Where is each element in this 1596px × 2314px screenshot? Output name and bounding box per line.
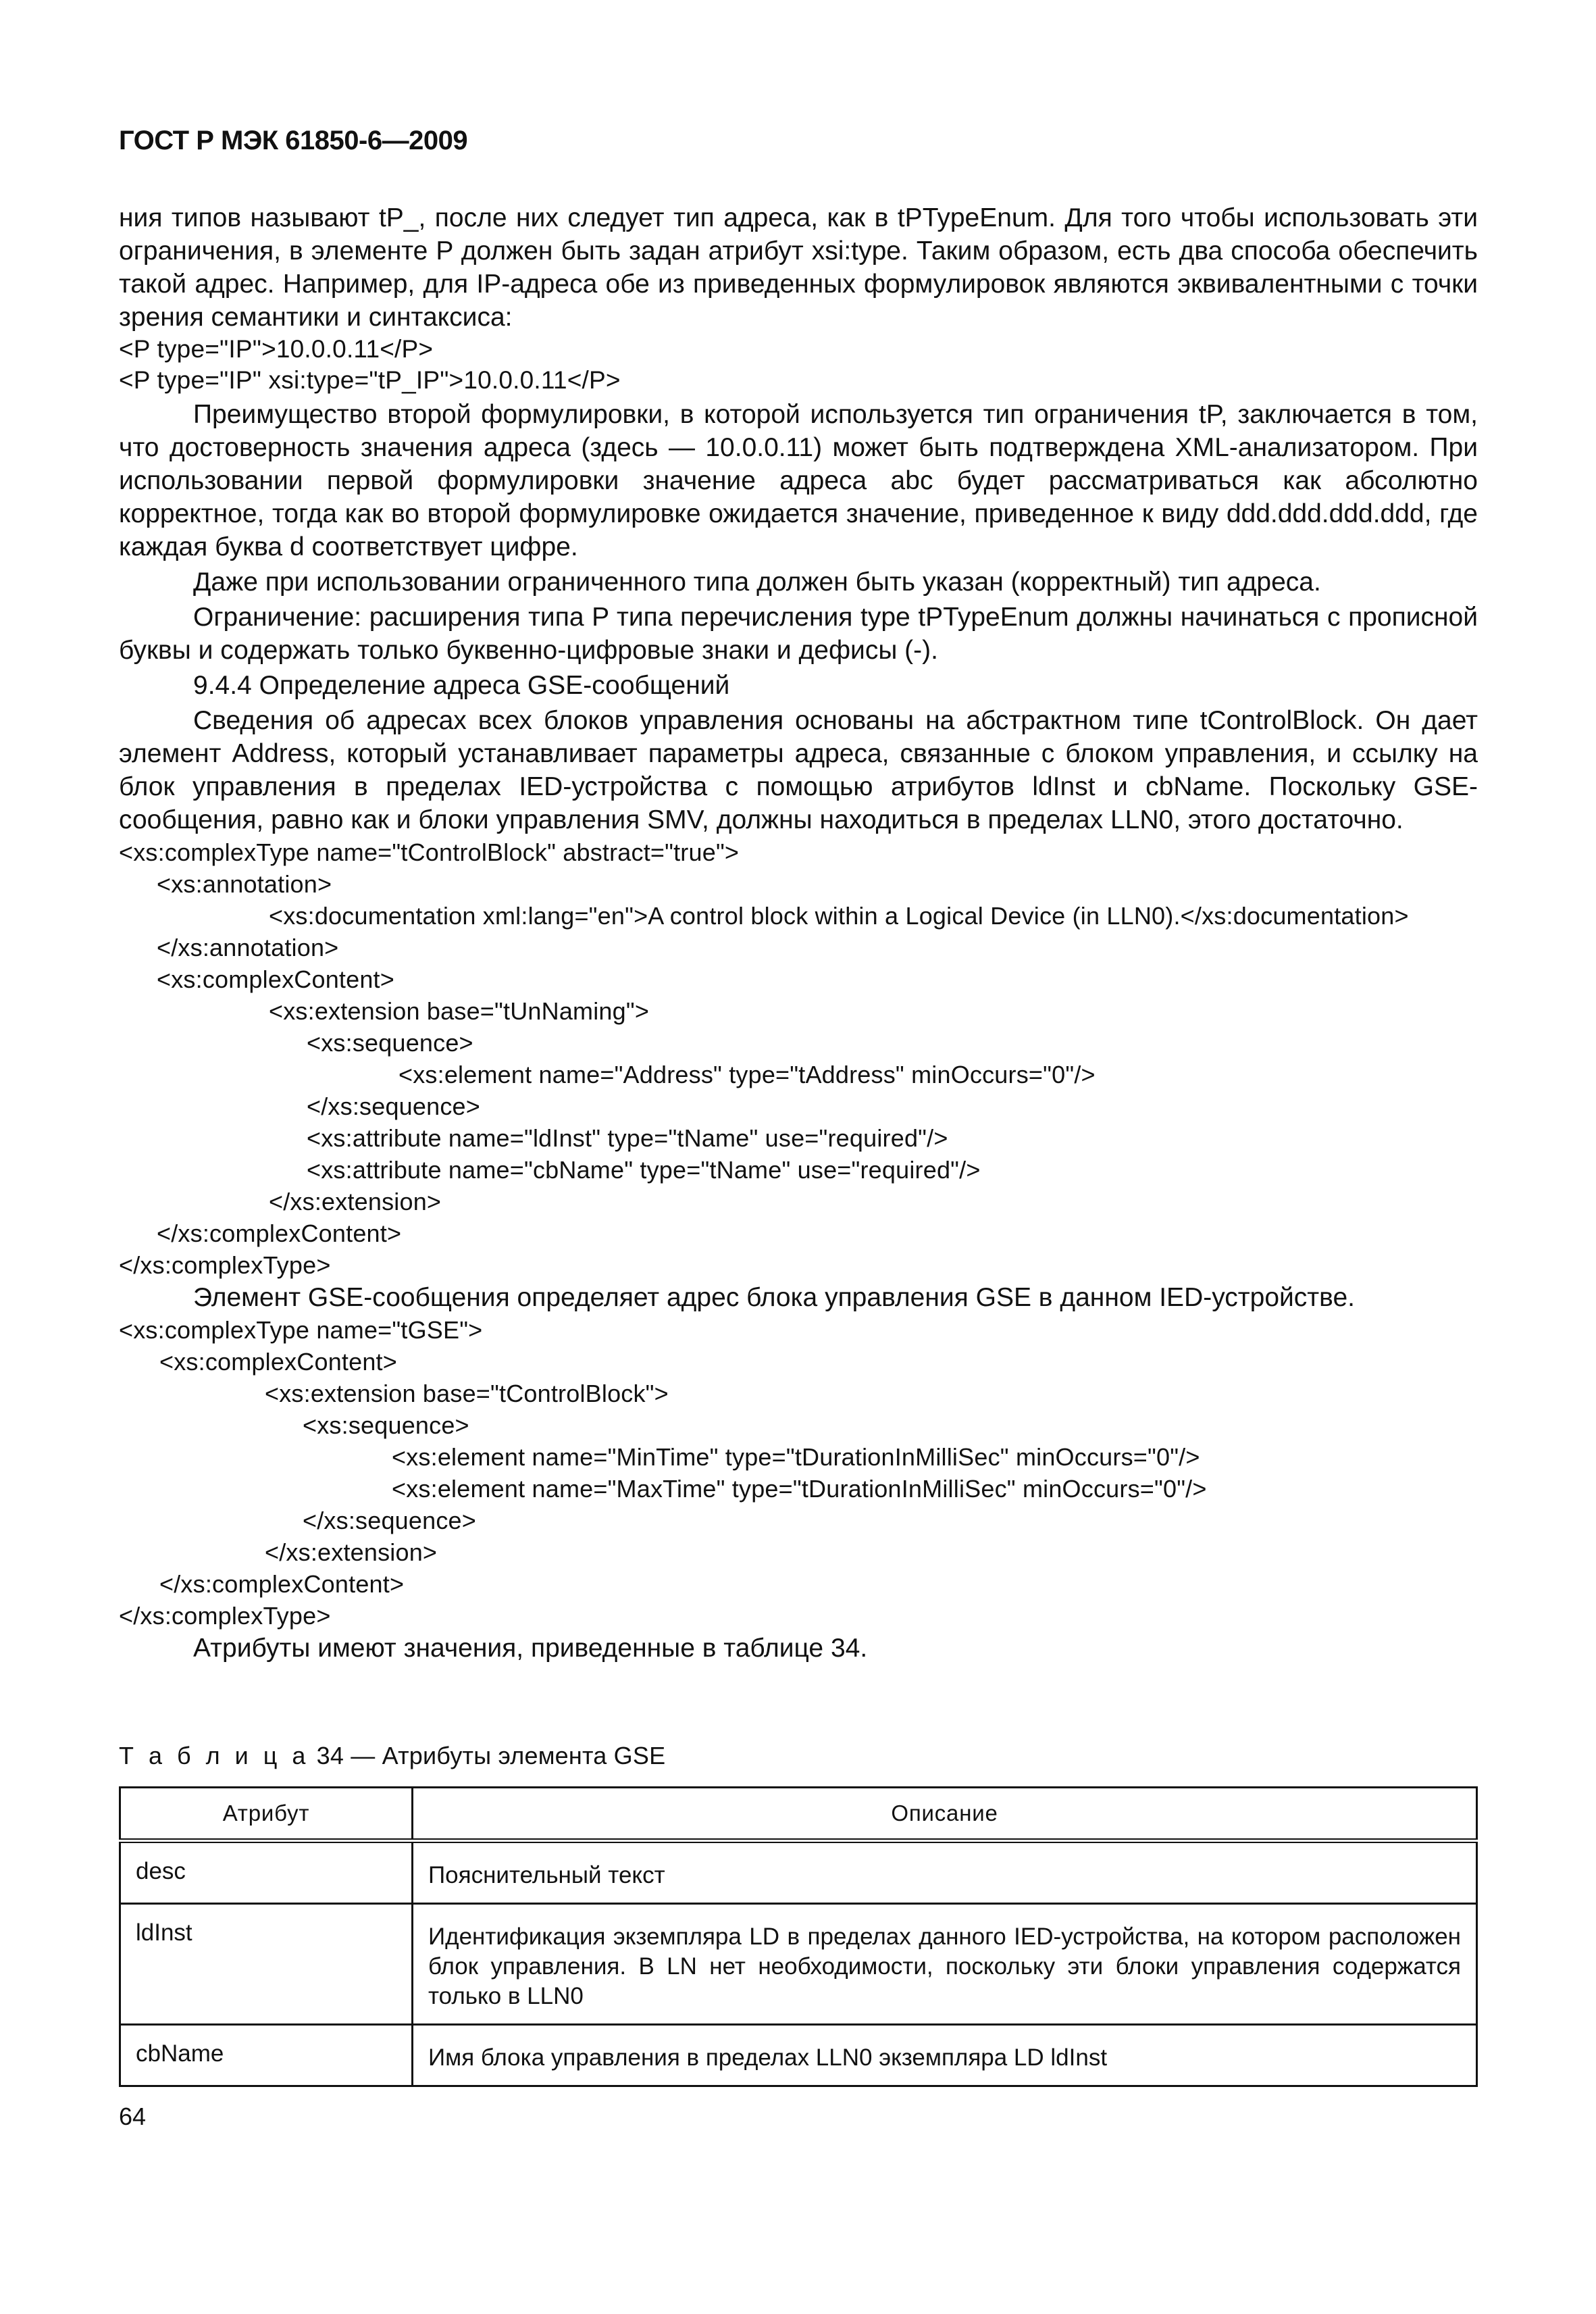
code-line: <xs:element name="MaxTime" type="tDurationInMilliSec" minOccurs="0"/> — [392, 1475, 1207, 1503]
attributes-table — [119, 1786, 1478, 2087]
paragraph-restriction: Ограничение: расширения типа P типа перечисления type tPTypeEnum должны начинаться с прописной буквы и содержать только буквенно-цифровые знаки и дефисы (-). — [119, 603, 1478, 665]
code-example-1: <P type="IP">10.0.0.11</P> — [119, 335, 434, 363]
table-cell-attribute: cbName — [120, 2025, 413, 2086]
code-line: <xs:element name="MinTime" type="tDurationInMilliSec" minOccurs="0"/> — [392, 1443, 1200, 1471]
table-header-attribute: Атрибут — [120, 1788, 413, 1841]
code-line: </xs:complexType> — [119, 1251, 331, 1279]
table-header-row — [120, 1788, 1477, 1841]
code-line: <xs:documentation xml:lang="en">A control block within a Logical Device (in LLN0).</xs:documentation> — [269, 902, 1409, 930]
code-line: </xs:annotation> — [157, 934, 339, 961]
code-line: <xs:sequence> — [303, 1411, 469, 1439]
code-line: </xs:extension> — [269, 1188, 442, 1215]
xml-schema-tcontrolblock — [119, 836, 1478, 1281]
table-cell-description: Пояснительный текст — [413, 1841, 1477, 1904]
code-line: </xs:sequence> — [307, 1092, 480, 1120]
code-line: <xs:complexType name="tGSE"> — [119, 1316, 483, 1344]
code-line: <xs:attribute name="ldInst" type="tName" use="required"/> — [307, 1124, 948, 1152]
table-caption-label: Т а б л и ц а — [119, 1742, 310, 1769]
code-line: <xs:complexContent> — [159, 1348, 397, 1376]
code-example-2: <P type="IP" xsi:type="tP_IP">10.0.0.11</P> — [119, 366, 621, 394]
paragraph-advantage: Преимущество второй формулировки, в которой используется тип ограничения tP, заключается в том, что достоверность значения адреса (здесь — 10.0.0.11) может быть подтверждена XML-анализатором. При использовании первой формулировки значение адреса abc будет рассматриваться как абсолютно корректное, тогда как во второй формулировке ожидается значение, приведенное к виду ddd.ddd.ddd.ddd, где каждая буква d соответствует цифре. — [119, 400, 1478, 561]
table-row — [120, 2025, 1477, 2086]
paragraph-intro: ния типов называют tP_, после них следует тип адреса, как в tPTypeEnum. Для того чтобы использовать эти ограничения, в элементе P должен быть задан атрибут xsi:type. Таким образом, есть два способа обеспечить такой адрес. Например, для IP-адреса обе из приведенных формулировок являются эквивалентными с точки зрения семантики и синтаксиса: — [119, 203, 1478, 332]
code-line: </xs:complexContent> — [159, 1570, 405, 1598]
xml-schema-tgse — [119, 1314, 1478, 1632]
code-line: </xs:sequence> — [303, 1507, 476, 1534]
table-cell-description: Имя блока управления в пределах LLN0 экземпляра LD ldInst — [413, 2025, 1477, 2086]
page-body — [119, 201, 1478, 1665]
code-line: <xs:element name="Address" type="tAddress" minOccurs="0"/> — [398, 1061, 1096, 1088]
code-line: <xs:extension base="tControlBlock"> — [265, 1380, 669, 1407]
section-heading-9-4-4: 9.4.4 Определение адреса GSE-сообщений — [193, 671, 730, 700]
table-cell-attribute: ldInst — [120, 1904, 413, 2025]
page-number: 64 — [119, 2103, 147, 2130]
table-header-description: Описание — [413, 1788, 1477, 1841]
code-line: </xs:complexType> — [119, 1602, 331, 1630]
paragraph-control-block: Сведения об адресах всех блоков управления основаны на абстрактном типе tControlBlock. Он дает элемент Address, который устанавливает параметры адреса, связанные с блоком управления, и ссылку на блок управления в пределах IED-устройства с помощью атрибутов ldInst и cbName. Поскольку GSE-сообщения, равно как и блоки управления SMV, должны находиться в пределах LLN0, этого достаточно. — [119, 706, 1478, 834]
table-row — [120, 1904, 1477, 2025]
code-line: </xs:extension> — [265, 1538, 438, 1566]
paragraph-gse-element: Элемент GSE-сообщения определяет адрес блока управления GSE в данном IED-устройстве. — [193, 1283, 1355, 1312]
paragraph-typed-address: Даже при использовании ограниченного типа должен быть указан (корректный) тип адреса. — [193, 568, 1321, 597]
code-line: <xs:complexType name="tControlBlock" abstract="true"> — [119, 838, 740, 866]
code-line: <xs:annotation> — [157, 870, 332, 898]
table-row — [120, 1841, 1477, 1904]
table-caption — [119, 1742, 665, 1770]
code-line: <xs:extension base="tUnNaming"> — [269, 997, 650, 1025]
table-cell-attribute: desc — [120, 1841, 413, 1904]
code-line: <xs:complexContent> — [157, 965, 394, 993]
code-line: <xs:sequence> — [307, 1029, 473, 1057]
table-cell-description: Идентификация экземпляра LD в пределах данного IED-устройства, на котором расположен блок управления. В LN нет необходимости, поскольку эти блоки управления содержатся только в LLN0 — [413, 1904, 1477, 2025]
table-caption-title: 34 — Атрибуты элемента GSE — [309, 1742, 666, 1769]
code-line: </xs:complexContent> — [157, 1219, 402, 1247]
paragraph-table-reference: Атрибуты имеют значения, приведенные в таблице 34. — [193, 1634, 868, 1663]
page-header-standard-title: ГОСТ Р МЭК 61850-6—2009 — [119, 126, 468, 155]
code-line: <xs:attribute name="cbName" type="tName" use="required"/> — [307, 1156, 981, 1184]
